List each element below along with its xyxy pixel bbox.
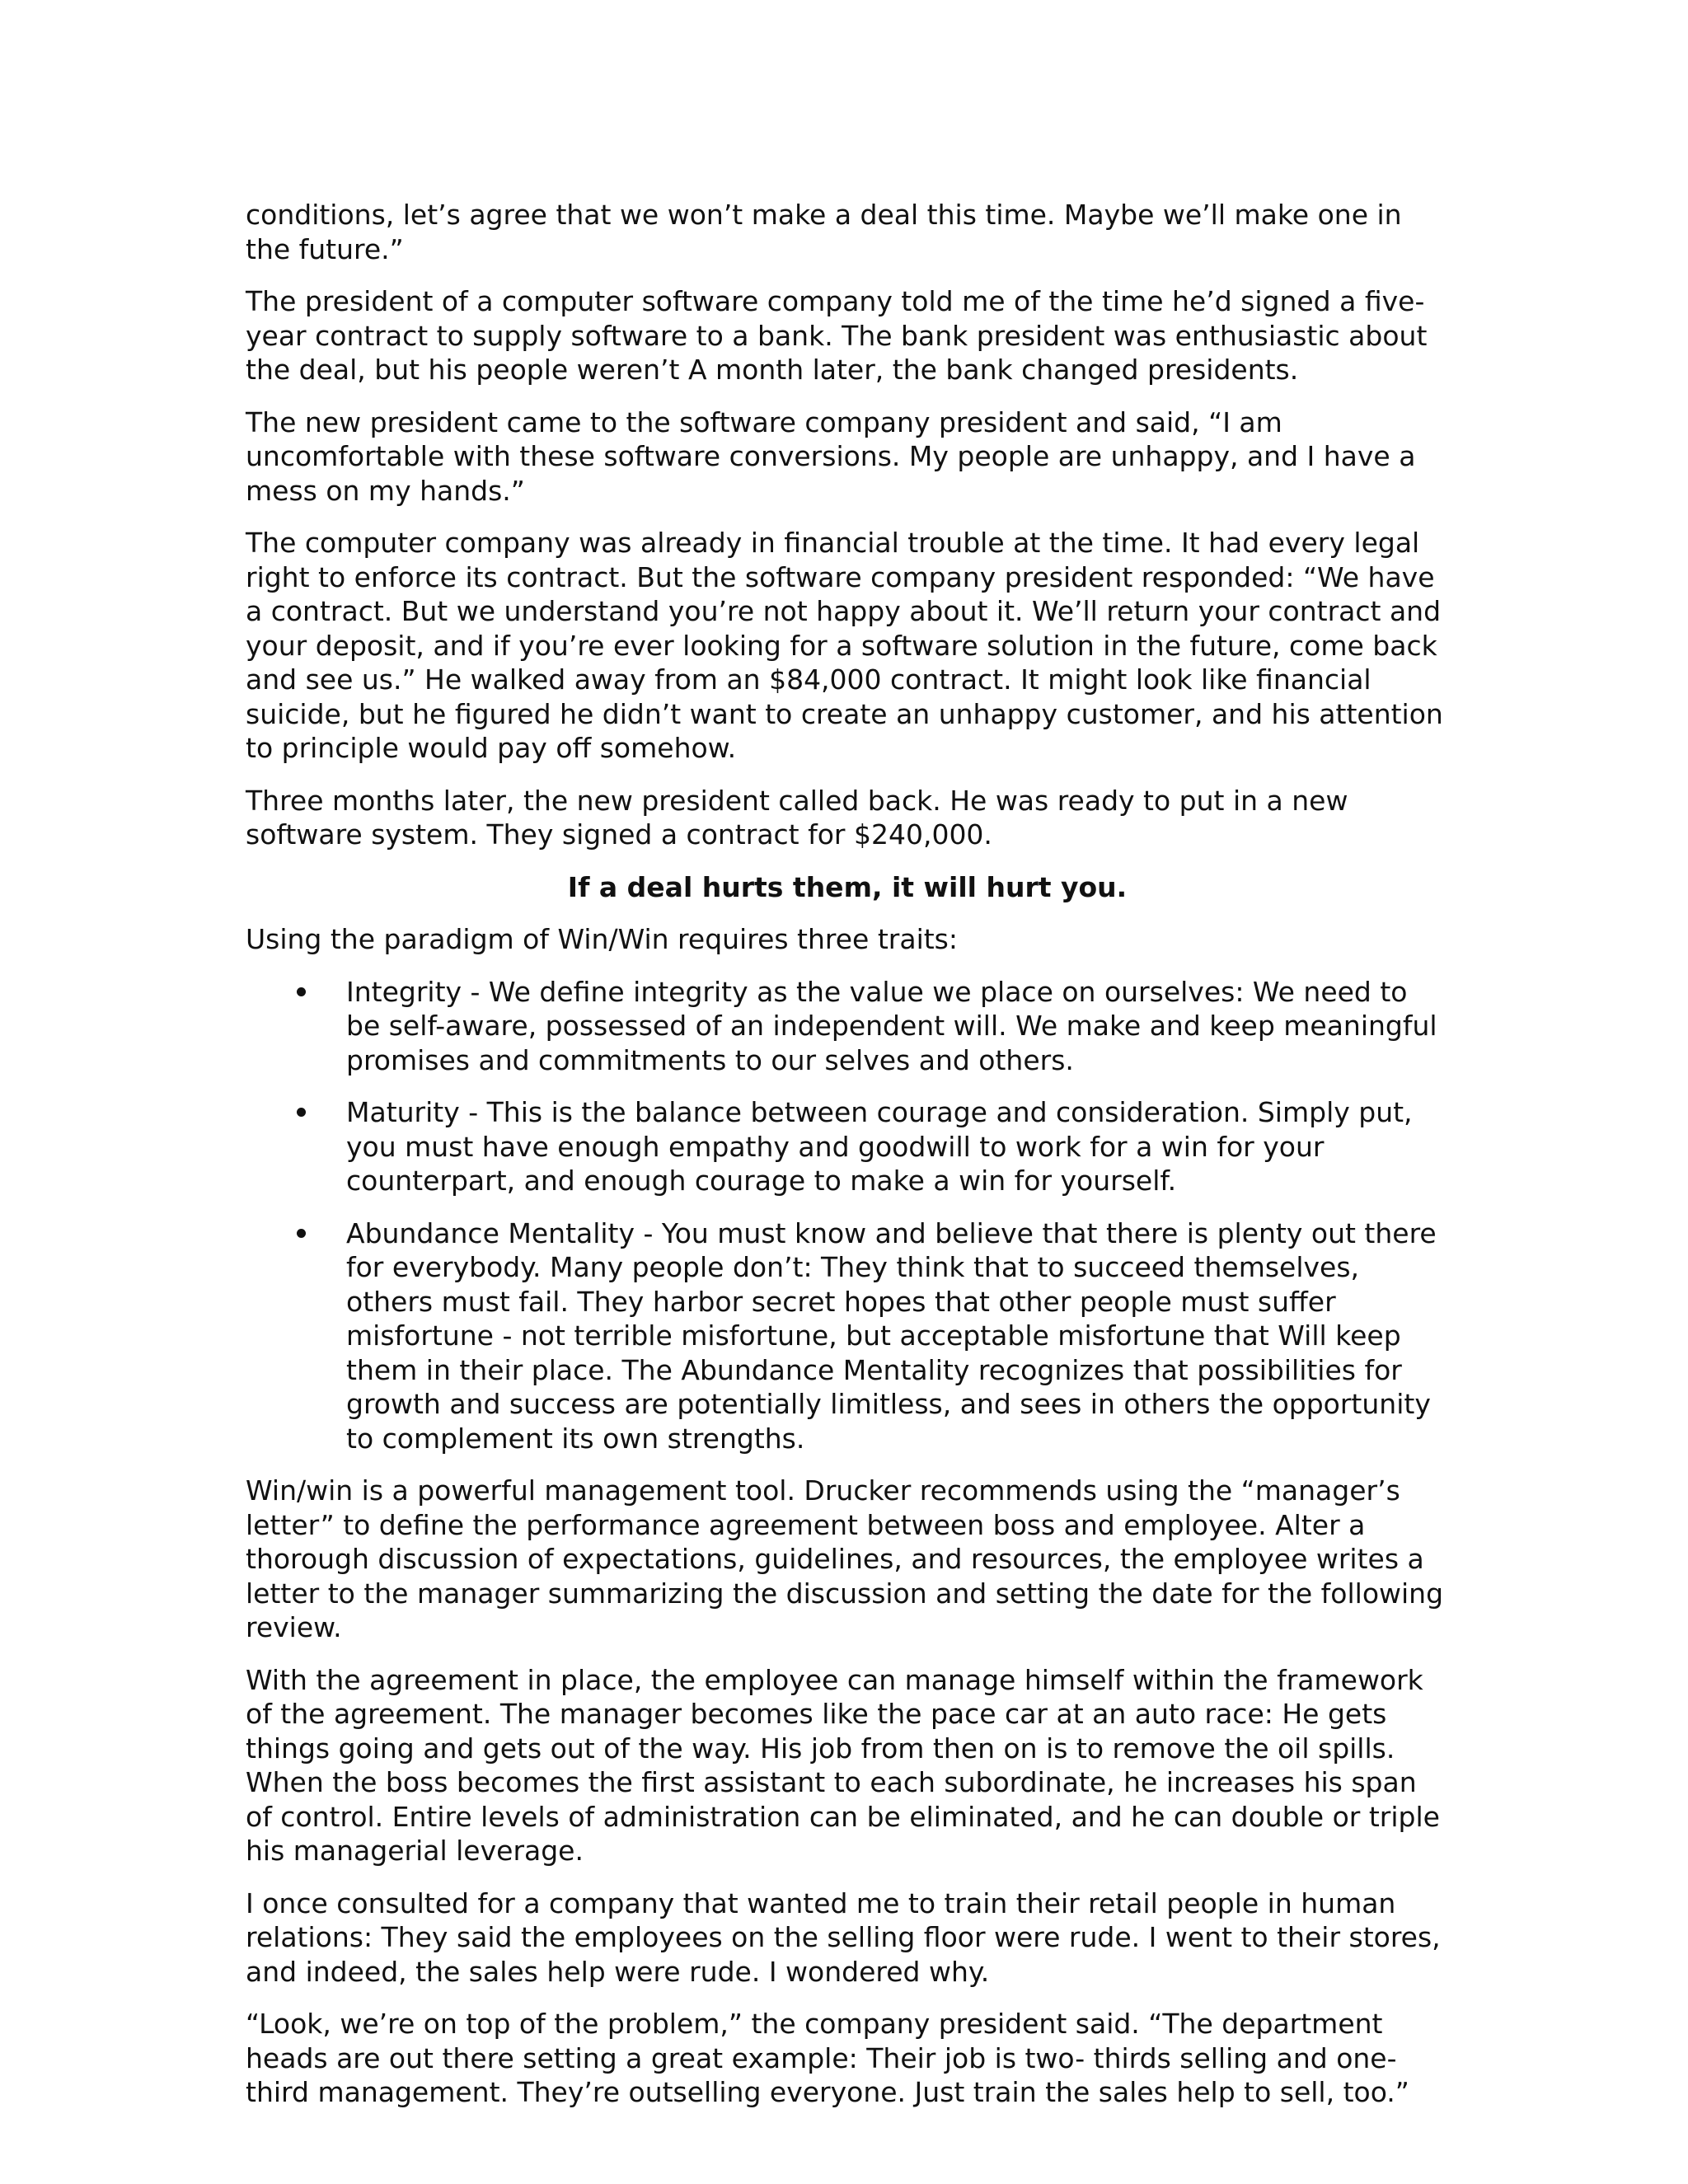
paragraph: I once consulted for a company that wanted me to train their retail people in human relations: They said the employees on the selling floor were rude. I went to their stores, and indeed, the sales help were rude. I wondered why. — [246, 1886, 1441, 1988]
paragraph: “Look, we’re on top of the problem,” the company president said. “The department heads are out there setting a great example: Their job is two- thirds selling and one-third management. They’re outselling everyone. Just train the sales help to sell, too.” — [246, 2008, 1409, 2108]
paragraph: The computer company was already in financial trouble at the time. It had every legal right to enforce its contract. But the software company president responded: “We have a contract. But we understand you’re not happy about it. We’ll return your contract and your deposit, and if you’re ever looking for a software solution in the future, come back and see us.” He walked away from an $84,000 contract. It might look like financial suicide, but he figured he didn’t want to create an unhappy customer, and his attention to principle would pay off somehow. — [246, 527, 1443, 764]
paragraph: conditions, let’s agree that we won’t make a deal this time. Maybe we’ll make one in the future.” — [246, 199, 1402, 265]
document-page — [246, 198, 1449, 2128]
list-item — [246, 1095, 1449, 1198]
traits-list — [246, 975, 1449, 1456]
list-item-text: Integrity - We define integrity as the value we place on ourselves: We need to be self-aware, possessed of an independent will. We make and keep meaningful promises and commitments to our selves and others. — [346, 975, 1437, 1076]
bullet-icon — [297, 1229, 306, 1238]
paragraph: Three months later, the new president called back. He was ready to put in a new software system. They signed a contract for $240,000. — [246, 784, 1348, 851]
bullet-icon — [297, 1108, 306, 1117]
bullet-icon — [297, 987, 306, 996]
list-item-text: Maturity - This is the balance between courage and consideration. Simply put, you must have enough empathy and goodwill to work for a win for your counterpart, and enough courage to make a win for yourself. — [346, 1096, 1413, 1197]
highlight-statement: If a deal hurts them, it will hurt you. — [567, 870, 1128, 903]
list-item — [246, 1216, 1449, 1456]
paragraph: Win/win is a powerful management tool. Drucker recommends using the “manager’s letter” to define the performance agreement between boss and employee. Alter a thorough discussion of expectations, guidelines, and resources, the employee writes a letter to the manager summarizing the discussion and setting the date for the following review. — [246, 1474, 1444, 1643]
list-intro: Using the paradigm of Win/Win requires three traits: — [246, 923, 958, 955]
paragraph: The president of a computer software company told me of the time he’d signed a five-year contract to supply software to a bank. The bank president was enthusiastic about the deal, but his people weren’t A month later, the bank changed presidents. — [246, 285, 1428, 386]
list-item-text: Abundance Mentality - You must know and believe that there is plenty out there for everybody. Many people don’t: They think that to succeed themselves, others must fail. They harbor secret hopes that other people must suffer misfortune - not terrible misfortune, but acceptable misfortune that Will keep them in their place. The Abundance Mentality recognizes that possibilities for growth and success are potentially limitless, and sees in others the opportunity to complement its own strengths. — [346, 1216, 1437, 1455]
list-item — [246, 975, 1449, 1078]
paragraph: The new president came to the software company president and said, “I am uncomfortable with these software conversions. My people are unhappy, and I have a mess on my hands.” — [246, 405, 1416, 507]
paragraph: With the agreement in place, the employee can manage himself within the framework of the agreement. The manager becomes like the pace car at an auto race: He gets things going and gets out of the way. His job from then on is to remove the oil spills. When the boss becomes the first assistant to each subordinate, he increases his span of control. Entire levels of administration can be eliminated, and he can double or triple his managerial leverage. — [246, 1663, 1440, 1867]
